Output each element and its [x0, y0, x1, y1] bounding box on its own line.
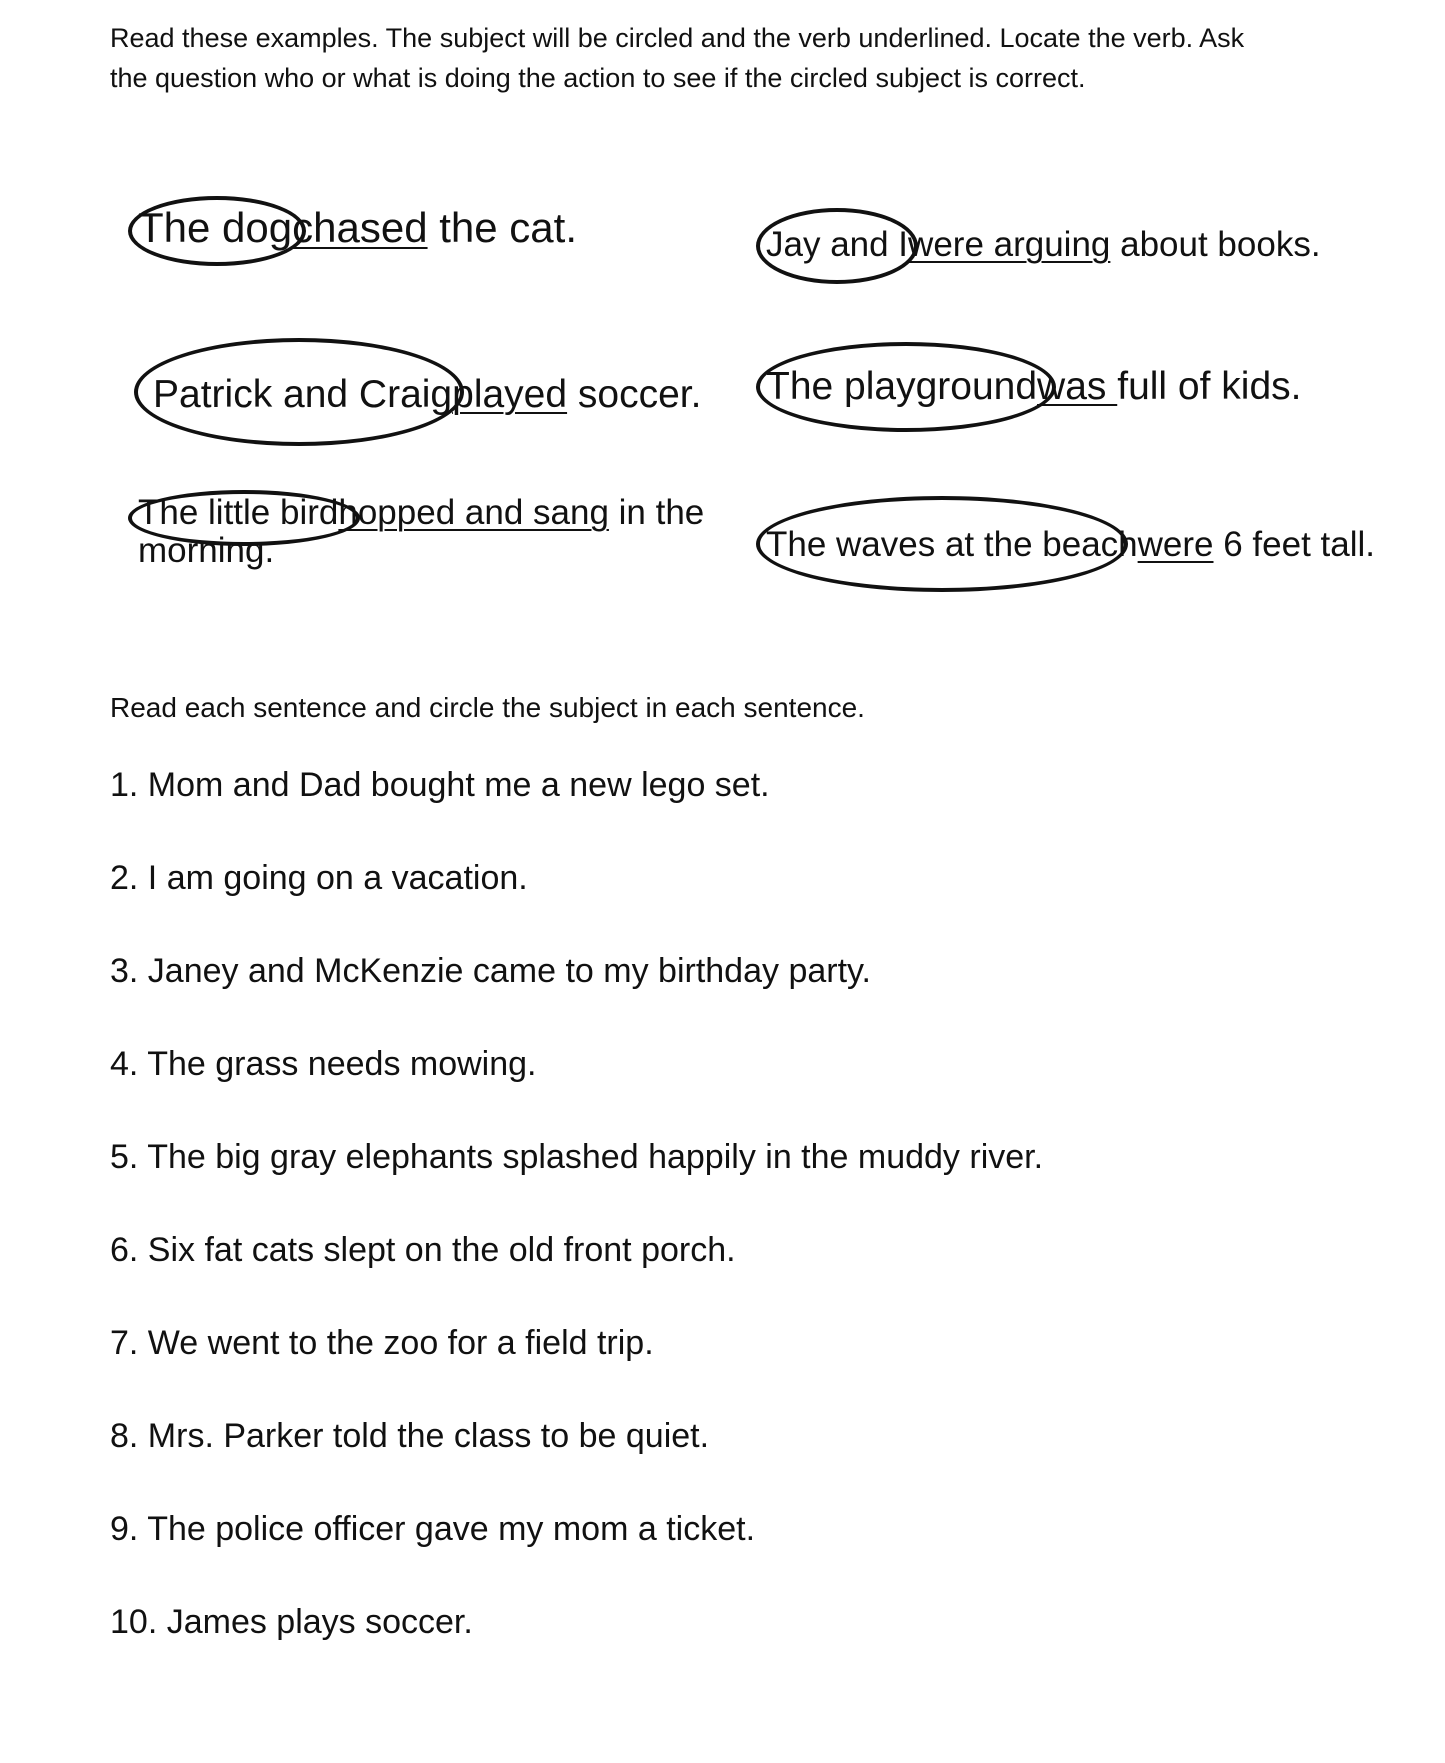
sentence-item[interactable]: 2. I am going on a vacation.: [110, 859, 528, 897]
example-rest-line-2: morning.: [138, 531, 275, 570]
example-subject: Jay and I: [766, 225, 909, 264]
example-sentence: [138, 205, 577, 251]
example-verb: was: [1037, 365, 1118, 408]
example-rest: soccer.: [567, 373, 702, 416]
example-rest: about books.: [1110, 225, 1321, 264]
sentence-item[interactable]: 4. The grass needs mowing.: [110, 1045, 537, 1083]
example-subject: The dog: [138, 204, 293, 251]
example-rest: in the: [608, 493, 705, 532]
sentence-item[interactable]: 6. Six fat cats slept on the old front porch.: [110, 1231, 736, 1269]
example-subject: The waves at the beach: [766, 525, 1138, 564]
example-verb: were: [1137, 525, 1214, 564]
sentence-item[interactable]: 5. The big gray elephants splashed happily in the muddy river.: [110, 1138, 1044, 1176]
sentence-list: [110, 765, 1043, 1695]
example-rest: 6 feet tall.: [1213, 525, 1375, 564]
sentence-item[interactable]: 1. Mom and Dad bought me a new lego set.: [110, 766, 770, 804]
sentence-item[interactable]: 7. We went to the zoo for a field trip.: [110, 1324, 654, 1362]
example-sentence: [766, 222, 1321, 268]
example-sentence: [766, 522, 1375, 568]
example-rest: the cat.: [427, 204, 577, 251]
example-sentence: [138, 494, 704, 570]
example-subject: Patrick and Craig: [153, 373, 453, 416]
intro-text: [110, 18, 1380, 98]
example-subject: The playground: [766, 365, 1038, 408]
example-verb: played: [452, 373, 568, 416]
example-verb: were arguing: [908, 225, 1111, 264]
sentence-item[interactable]: 3. Janey and McKenzie came to my birthday party.: [110, 952, 871, 990]
instruction-text: Read each sentence and circle the subject in each sentence.: [110, 692, 865, 723]
example-rest: full of kids.: [1117, 365, 1302, 408]
intro-line-2: the question who or what is doing the action to see if the circled subject is correct.: [110, 63, 1086, 93]
sentence-item[interactable]: 8. Mrs. Parker told the class to be quiet.: [110, 1417, 710, 1455]
example-sentence: [766, 364, 1301, 410]
sentence-item[interactable]: 10. James plays soccer.: [110, 1603, 473, 1641]
sentence-item[interactable]: 9. The police officer gave my mom a ticket.: [110, 1510, 756, 1548]
intro-line-1: Read these examples. The subject will be circled and the verb underlined. Locate the verb. Ask: [110, 23, 1245, 53]
example-verb: chased: [292, 204, 428, 251]
example-sentence: [153, 372, 701, 418]
example-subject: The little bird: [138, 493, 339, 532]
example-verb: hopped and sang: [338, 493, 609, 532]
